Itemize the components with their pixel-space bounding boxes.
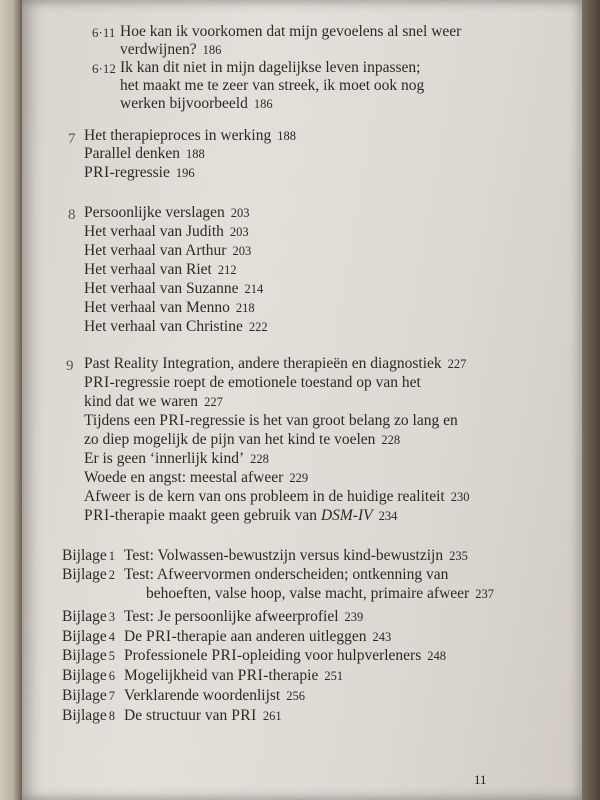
appendix-title: De structuur van PRI 261 xyxy=(124,707,282,724)
toc-entry: PRI-regressie roept de emotionele toestand op van het xyxy=(84,374,421,391)
toc-entry: het maakt me te zeer van streek, ik moet ook nog xyxy=(120,77,425,94)
toc-entry: Afweer is de kern van ons probleem in de huidige realiteit 230 xyxy=(84,488,470,505)
appendix-label: Bijlage 3 xyxy=(62,608,116,625)
appendix-title: Verklarende woordenlijst 256 xyxy=(124,687,305,704)
chapter-title: Persoonlijke verslagen 203 xyxy=(84,204,250,221)
toc-entry: Het verhaal van Judith 203 xyxy=(84,223,249,240)
appendix-title: Test: Volwassen-bewustzijn versus kind-bewustzijn 235 xyxy=(124,547,468,564)
appendix-label: Bijlage 5 xyxy=(62,647,116,664)
toc-entry: Tijdens een PRI-regressie is het van groot belang zo lang en xyxy=(84,412,458,429)
toc-entry: PRI-therapie maakt geen gebruik van DSM-IV 234 xyxy=(84,507,398,524)
toc-entry: Het verhaal van Menno 218 xyxy=(84,299,255,316)
appendix-title: Mogelijkheid van PRI-therapie 251 xyxy=(124,667,344,684)
appendix-title: Test: Je persoonlijke afweerprofiel 239 xyxy=(124,608,364,625)
appendix-label: Bijlage 4 xyxy=(62,628,116,645)
toc-entry: Het verhaal van Riet 212 xyxy=(84,261,237,278)
toc-entry: Het verhaal van Arthur 203 xyxy=(84,242,252,259)
left-page-edge xyxy=(0,0,22,800)
appendix-title: behoeften, valse hoop, valse macht, primaire afweer 237 xyxy=(146,585,494,602)
chapter-number: 9 xyxy=(66,358,74,374)
section-number: 6·11 xyxy=(92,25,116,40)
toc-entry: PRI-regressie 196 xyxy=(84,164,195,181)
chapter-number: 8 xyxy=(68,207,76,223)
toc-entry: Hoe kan ik voorkomen dat mijn gevoelens al snel weer xyxy=(120,23,462,40)
toc-entry: Het verhaal van Suzanne 214 xyxy=(84,280,264,297)
appendix-label: Bijlage 7 xyxy=(62,687,116,704)
toc-entry: Het verhaal van Christine 222 xyxy=(84,318,268,335)
toc-entry: Woede en angst: meestal afweer 229 xyxy=(84,469,309,486)
appendix-label: Bijlage 2 xyxy=(62,566,116,583)
toc-entry: werken bijvoorbeeld 186 xyxy=(120,95,273,112)
chapter-title: Het therapieproces in werking 188 xyxy=(84,127,296,144)
appendix-label: Bijlage 8 xyxy=(62,707,116,724)
appendix-title: Test: Afweervormen onderscheiden; ontkenning van xyxy=(124,566,449,583)
chapter-number: 7 xyxy=(68,131,76,147)
toc-entry: Er is geen ‘innerlijk kind’ 228 xyxy=(84,450,269,467)
appendix-title: De PRI-therapie aan anderen uitleggen 243 xyxy=(124,628,392,645)
toc-entry: Ik kan dit niet in mijn dagelijkse leven inpassen; xyxy=(120,59,421,76)
section-number: 6·12 xyxy=(92,61,116,76)
toc-entry: Parallel denken 188 xyxy=(84,145,205,162)
toc-entry: verdwijnen? 186 xyxy=(120,41,222,58)
chapter-title: Past Reality Integration, andere therapieën en diagnostiek 227 xyxy=(84,355,467,372)
right-page-edge xyxy=(582,0,600,800)
page-number: 11 xyxy=(474,772,487,787)
appendix-title: Professionele PRI-opleiding voor hulpverleners 248 xyxy=(124,647,446,664)
appendix-label: Bijlage 6 xyxy=(62,667,116,684)
appendix-label: Bijlage 1 xyxy=(62,547,116,564)
toc-entry: kind dat we waren 227 xyxy=(84,393,223,410)
toc-entry: zo diep mogelijk de pijn van het kind te voelen 228 xyxy=(84,431,401,448)
